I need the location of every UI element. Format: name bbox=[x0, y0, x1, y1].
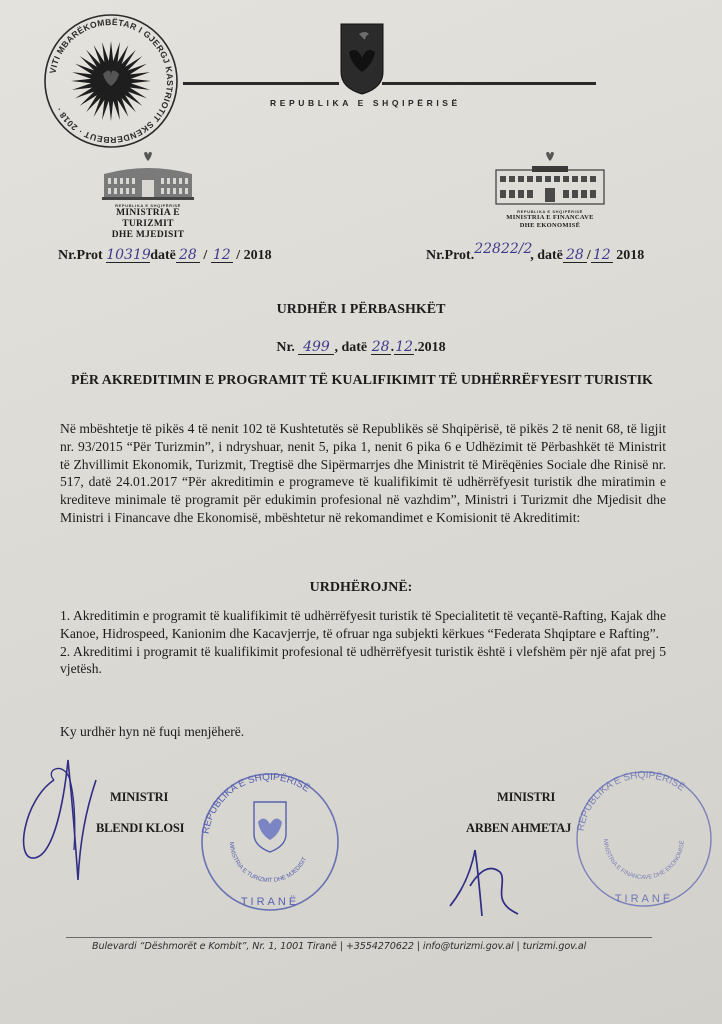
signatory-name-left: BLENDI KLOSI bbox=[96, 821, 185, 835]
preamble-paragraph: Në mbështetje të pikës 4 të nenit 102 të Kushtetutës së Republikës së Shqipërisë, të pikës 2 të nenit 68, të ligjit nr. 93/2015 “Për Turizmin”, i ndryshuar, nenit 5, pika 1, nenit 6 pika 6 e Udhëzimit të Përbashkët të Ministrit të Zhvillimit Ekonomik, Turizmit, Tregtisë dhe Sipërmarrjes dhe Ministrit të Mirëqënies Sociale dhe Rinisë nr. 517, datë 24.01.2017 “Për akreditimin e programeve të kualifikimit të udhërrëfyesit turistik dhe miratimin e krediteve minimale të programit për edukimin profesional në vazhdim”, Ministri i Turizmit dhe Mjedisit dhe Ministri i Financave dhe Ekonomisë, mbështetur në rekomandimet e Komisionit të Akreditimit: bbox=[60, 421, 666, 525]
signatory-title-left: MINISTRI bbox=[110, 790, 169, 804]
republic-caption: REPUBLIKA E SHQIPËRISË bbox=[270, 98, 461, 108]
ministry-building-icon bbox=[102, 164, 194, 200]
effect-clause: Ky urdhër hyn në fuqi menjëherë. bbox=[60, 724, 245, 739]
svg-text:MINISTRIA E TURIZMIT DHE MJEDI bbox=[228, 842, 309, 884]
stamp-text-bottom: TIRANË bbox=[614, 893, 674, 905]
date-month: 12 bbox=[211, 249, 233, 263]
order-number-line bbox=[0, 340, 722, 356]
order-item: 1. Akreditimin e programit të kualifikimit të udhërrëfyesit turistik të Specialitetit të veçantë-Rafting, Kajak dhe Kanoe, Hidrospeed, Kanionim dhe Kacavjerrje, të ofruar nga subjekti kërkues “Federata Shqiptare e Rafting”. bbox=[60, 608, 666, 641]
order-nr-value: 499 bbox=[298, 341, 334, 355]
anniversary-seal bbox=[42, 12, 180, 150]
eagle-emblem-icon bbox=[143, 150, 153, 162]
order-date-month: 12 bbox=[395, 339, 414, 355]
stamp-text-inner: MINISTRIA E FINANCAVE DHE EKONOMISË bbox=[601, 838, 687, 882]
signatory-title-right: MINISTRI bbox=[497, 790, 556, 804]
prot-number: 10319 bbox=[106, 247, 151, 263]
order-date-dot: . bbox=[390, 340, 395, 355]
ministry-name-line1: MINISTRIA E TURIZMIT bbox=[116, 208, 180, 229]
stamp-text-top: REPUBLIKA E SHQIPËRISË bbox=[200, 772, 312, 835]
stamp-text-bottom: TIRANË bbox=[240, 896, 300, 908]
signature-scrawl-klosi bbox=[14, 740, 104, 890]
ministry-name-line2: DHE MJEDISIT bbox=[111, 230, 185, 240]
ordered-heading: URDHËROJNË: bbox=[309, 580, 413, 595]
signature-scrawl-ahmetaj bbox=[430, 846, 530, 916]
ministry-small-caption: REPUBLIKA E SHQIPËRISË bbox=[115, 203, 181, 208]
stamp-ministry-tourism bbox=[200, 772, 340, 912]
date-sep: / bbox=[586, 248, 591, 263]
svg-text:MINISTRIA E FINANCAVE DHE EKON bbox=[602, 839, 686, 881]
footer-phone: +3554270622 bbox=[345, 941, 414, 952]
ministry-small-caption: REPUBLIKA E SHQIPËRISË bbox=[517, 209, 583, 214]
svg-text:REPUBLIKA E SHQIPËRISË bbox=[576, 770, 688, 832]
date-sep: / bbox=[203, 248, 208, 263]
footer-email[interactable]: info@turizmi.gov.al bbox=[422, 941, 514, 952]
date-year: / 2018 bbox=[236, 248, 272, 263]
eagle-emblem-icon bbox=[545, 150, 555, 162]
seal-text: VITI MBARËKOMBËTAR I GJERGJ KASTRIOTIT SKENDERBEUT · 2018 · bbox=[47, 16, 176, 146]
footer-address: Bulevardi “Dëshmorët e Kombit”, Nr. 1, 1001 Tiranë bbox=[92, 941, 337, 952]
date-day: 28 bbox=[176, 249, 200, 263]
protocol-line-tourism bbox=[58, 248, 272, 264]
date-label: datë bbox=[150, 248, 176, 263]
prot-label: Nr.Prot. bbox=[426, 248, 475, 263]
ministry-finance-block bbox=[487, 150, 613, 229]
date-day: 28 bbox=[563, 249, 587, 263]
footer-website[interactable]: turizmi.gov.al bbox=[522, 941, 587, 952]
stamp-text-top: REPUBLIKA E SHQIPËRISË bbox=[575, 770, 687, 832]
order-date-label: , datë bbox=[334, 340, 368, 355]
protocol-line-finance bbox=[426, 241, 645, 264]
prot-number: 22822/2 bbox=[474, 241, 533, 257]
footer-separator: | bbox=[513, 941, 523, 952]
order-item: 2. Akreditimi i programit të kualifikimit profesional të udhërrëfyesit turistik është i vlefshëm për një afat prej 5 vjetësh. bbox=[60, 643, 666, 677]
ministry-name-line1: MINISTRIA E FINANCAVE bbox=[506, 214, 594, 221]
order-items bbox=[60, 607, 666, 678]
coat-of-arms-icon bbox=[339, 22, 385, 96]
order-title: URDHËR I PËRBASHKËT bbox=[276, 302, 446, 317]
stamp-ministry-finance bbox=[575, 770, 713, 908]
footer-separator: | bbox=[413, 941, 423, 952]
header-rule-left bbox=[183, 82, 339, 85]
date-label: , datë bbox=[530, 248, 563, 263]
date-month: 12 bbox=[591, 249, 613, 263]
date-year: 2018 bbox=[616, 248, 645, 263]
prot-label: Nr.Prot bbox=[58, 248, 103, 263]
footer-separator: | bbox=[336, 941, 346, 952]
ministry-building-icon bbox=[494, 164, 606, 206]
header-rule-right bbox=[382, 82, 596, 85]
stamp-text-inner: MINISTRIA E TURIZMIT DHE MJEDISIT bbox=[227, 841, 309, 885]
order-date-year: .2018 bbox=[414, 340, 446, 355]
svg-text:REPUBLIKA E SHQIPËRISË bbox=[201, 772, 313, 835]
ministry-name-line2: DHE EKONOMISË bbox=[519, 221, 581, 229]
signatory-name-right: ARBEN AHMETAJ bbox=[466, 821, 572, 835]
footer-rule bbox=[66, 937, 652, 938]
ministry-tourism-block bbox=[96, 150, 200, 241]
order-nr-label: Nr. bbox=[276, 340, 295, 355]
order-date-day: 28 bbox=[371, 339, 390, 355]
order-subject: PËR AKREDITIMIN E PROGRAMIT TË KUALIFIKIMIT TË UDHËRRËFYESIT TURISTIK bbox=[71, 373, 653, 388]
footer-contacts bbox=[92, 941, 586, 952]
